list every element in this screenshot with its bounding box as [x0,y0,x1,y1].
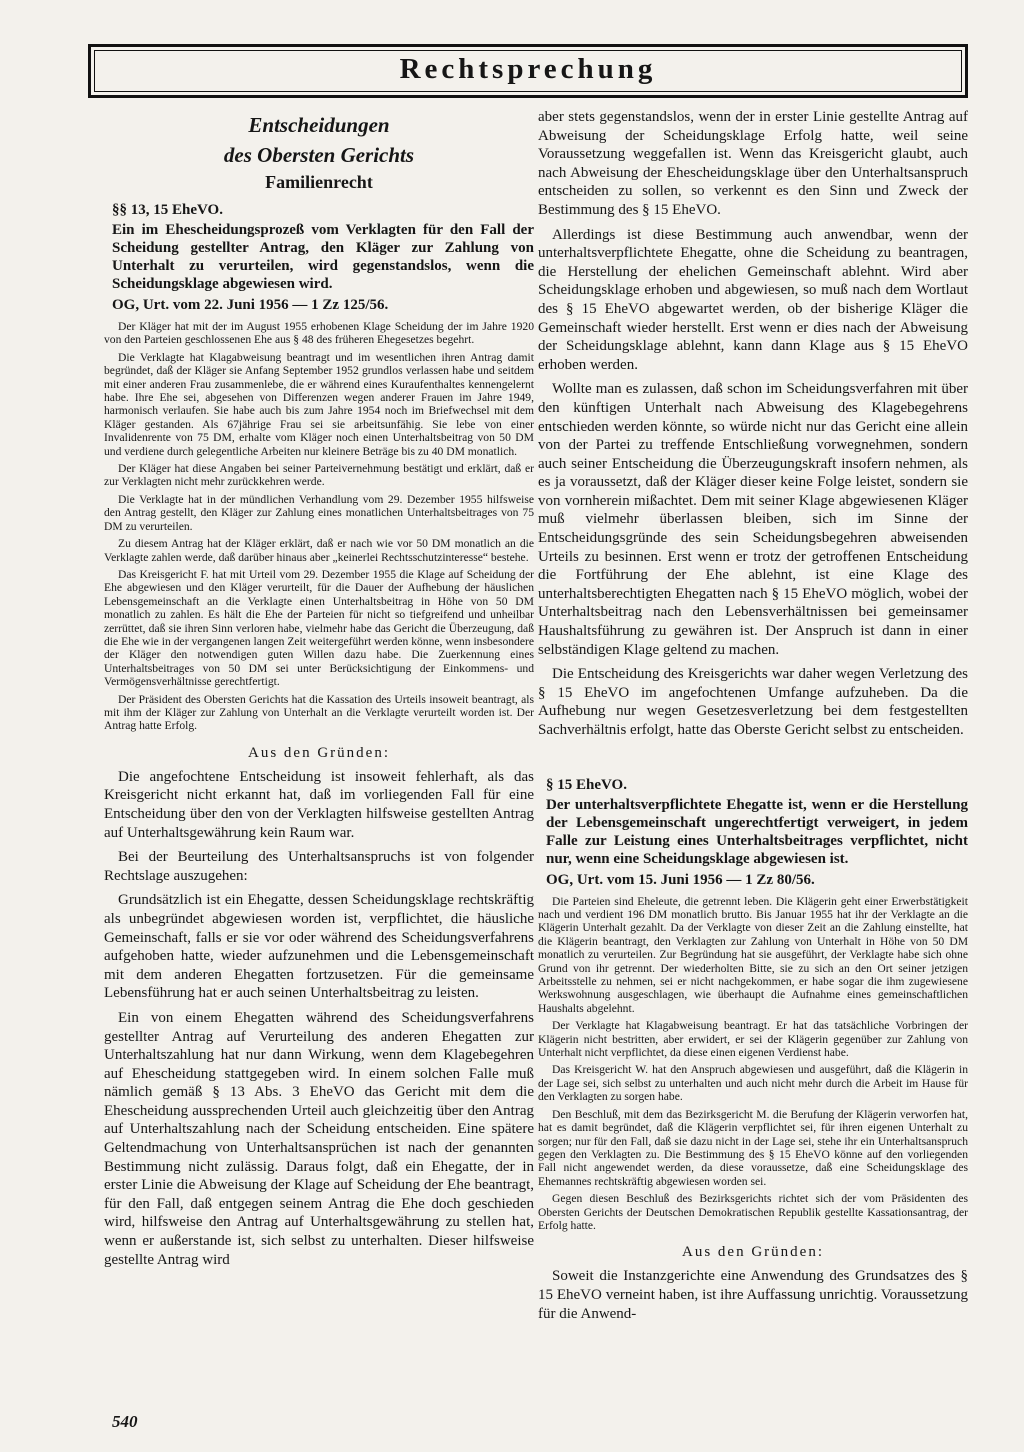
case2-fact-paragraph: Den Beschluß, mit dem das Bezirksgericht M. die Berufung der Klägerin verworfen hat, hat es damit begründet, daß die Klägerin verpflichtet sei, für ihren eigenen Unterhalt zu sorgen; nur für den Fall, daß sie dazu nicht in der Lage sei, stehe ihr ein Unterhaltsanspruch gegen den Verklagten zu. Die Bestimmung des § 15 EheVO könne auf den vorliegenden Fall nicht angewendet werden, da diese voraussetze, daß eine Scheidungsklage des Ehemannes rechtskräftig abgewiesen worden sei. [538,1107,968,1188]
case1-reason-paragraph: aber stets gegenstandslos, wenn der in erster Linie gestellte Antrag auf Abweisung der Scheidungsklage Erfolg hatte, weil seine Voraussetzung weggefallen ist. Wenn das Kreisgericht glaubt, auch nach Abweisung der Ehescheidungsklage über den Unterhaltsanspruch entscheiden zu sollen, so verkennt es den Sinn und Zweck der Bestimmung des § 15 EheVO. [538,109,968,218]
right-column [538,108,968,1393]
case1-reason-paragraph: Die angefochtene Entscheidung ist insoweit fehlerhaft, als das Kreisgericht nicht erkannt hat, daß im vorliegenden Fall für eine Entscheidung über den von der Verklagten hilfsweise gestellten Antrag auf Unterhaltsgewährung kein Raum war. [104,768,534,841]
page-number: 540 [112,1412,138,1431]
case2-fact-paragraph: Das Kreisgericht W. hat den Anspruch abgewiesen und ausgeführt, daß die Klägerin in der Lage sei, sich selbst zu unterhalten und auch nicht mehr durch die Arbeit im Hause für den Verklagten zu sorgen habe. [538,1063,968,1104]
header-box [88,44,968,98]
case2-citation: OG, Urt. vom 15. Juni 1956 — 1 Zz 80/56. [546,871,815,888]
case1-fact-paragraph: Zu diesem Antrag hat der Kläger erklärt, daß er nach wie vor 50 DM monatlich an die Verklagte zahlen werde, daß darüber hinaus aber „keinerlei Rechtsschutzinteresse“ bestehe. [104,537,534,564]
case2-reason-paragraph: Soweit die Instanzgerichte eine Anwendung des Grundsatzes des § 15 EheVO verneint haben, ist ihre Auffassung unrichtig. Voraussetzung für die Anwend- [538,1268,968,1322]
section-title-line2: des Obersten Gerichts [223,143,415,167]
case1-fact-paragraph: Das Kreisgericht F. hat mit Urteil vom 29. Dezember 1955 die Klage auf Scheidung der Ehe abgewiesen und den Kläger verurteilt, für die Dauer der Aufhebung der häuslichen Lebensgemeinschaft an die Verklagte einen Unterhaltsbeitrag in Höhe von 50 DM monatlich zu zahlen. Es hält die Ehe der Parteien für nicht so tiefgreifend und unheilbar zerrüttet, daß sie ihren Sinn verloren habe, vielmehr habe das Gericht die Überzeugung, daß die Ehe wie in der vergangenen langen Zeit weitergeführt werden könne, wenn insbesondere der Kläger den notwendigen guten Willen dazu habe. Die Zuerkennung eines Unterhaltsbeitrages von 50 DM sei unter Berücksichtigung der Einkommens- und Vermögensverhältnisse gerechtfertigt. [104,567,534,689]
case2-fact-paragraph: Die Parteien sind Eheleute, die getrennt leben. Die Klägerin geht einer Erwerbstätigkeit nach und verdient 196 DM monatlich brutto. Bis Januar 1955 hat ihr der Verklagte an die Klägerin Unterhalt gezahlt. Da der Verklagte von dieser Zeit an die Zahlung einstellte, hat die Klägerin beantragt, den Verklagten zur Zahlung von Unterhalt in Höhe von 50 DM monatlich zu verurteilen. Zur Begründung hat sie ausgeführt, der Verklagte habe sich ohne Grund von ihr getrennt. Der wiederholten Bitte, sie zu sich an den Ort seiner jetzigen Arbeitsstelle zu nehmen, sei er nicht nachgekommen, er habe sogar die ihm zugewiesene Werkswohnung ausgeschlagen, wie überhaupt die Aufnahme eines gemeinschaftlichen Haushalts abgelehnt. [538,894,968,1015]
section-gap [538,740,968,768]
case1-fact-paragraph: Der Präsident des Obersten Gerichts hat die Kassation des Urteils insoweit beantragt, als mit ihm der Kläger zur Zahlung von Unterhalt an die Verklagte verurteilt worden ist. Der Antrag hatte Erfolg. [104,692,534,733]
case2-fact-paragraph: Der Verklagte hat Klagabweisung beantragt. Er hat das tatsächliche Vorbringen der Klägerin nicht bestritten, aber erwidert, er sei der Klägerin gegenüber zur Zahlung von Unterhalt nicht verpflichtet, da diese einen eigenen Verdienst habe. [538,1019,968,1060]
case1-norm: §§ 13, 15 EheVO. [112,202,223,218]
case1-fact-paragraph: Die Verklagte hat in der mündlichen Verhandlung vom 29. Dezember 1955 hilfsweise den Antrag gestellt, den Kläger zur Zahlung eines monatlichen Unterhaltsbeitrages von 75 DM zu verurteilen. [104,492,534,533]
case1-headnote: Ein im Ehescheidungsprozeß vom Verklagten für den Fall der Scheidung gestellter Antrag, den Kläger zur Zahlung von Unterhalt zu verurteilen, wird gegenstandslos, wenn die Scheidungsklage abgewiesen wird. [112,222,534,292]
case1-reasons-heading: Aus den Gründen: [248,744,390,761]
left-column [104,108,534,1393]
case1-fact-paragraph: Der Kläger hat diese Angaben bei seiner Parteivernehmung bestätigt und erklärt, daß er zur Verklagten nicht mehr zurückkehren werde. [104,462,534,489]
case2-fact-paragraph: Gegen diesen Beschluß des Bezirksgerichts richtet sich der vom Präsidenten des Obersten Gerichts der Deutschen Demokratischen Republik gestellte Kassationsantrag, der Erfolg hatte. [538,1192,968,1232]
page-title: Rechtsprechung [399,53,657,85]
section-subtitle: Familienrecht [265,172,373,192]
case1-reason-paragraph: Die Entscheidung des Kreisgerichts war daher wegen Verletzung des § 15 EheVO im angefochtenen Umfange aufzuheben. Da die Aufhebung nur wegen Gesetzesverletzung bei dem festgestellten Sachverhältnis erfolgt, hatte das Oberste Gericht selbst zu entscheiden. [538,666,968,738]
case1-reason-paragraph: Grundsätzlich ist ein Ehegatte, dessen Scheidungsklage rechtskräftig als unbegründet abgewiesen worden ist, verpflichtet, die häusliche Gemeinschaft, falls er sie vor oder während des Scheidungsverfahrens aufgehoben hatte, wieder aufzunehmen und die Lebensgemeinschaft mit dem anderen Ehegatten fortzusetzen. Für die gemeinsame Lebensführung hat er auch seinen Unterhaltsbeitrag zu leisten. [104,892,534,1002]
case1-fact-paragraph: Die Verklagte hat Klagabweisung beantragt und im wesentlichen ihren Antrag damit begründet, daß der Kläger sie Anfang September 1952 grundlos verlassen habe und seitdem mit einer anderen Frau zusammenlebe, die er während eines Kuraufenthaltes kennengelernt habe. Ihre Ehe sei, abgesehen von Differenzen wegen anderer Frauen im Jahre 1949, harmonisch verlaufen. Sie habe auch bis zum Jahre 1954 noch im Briefwechsel mit dem Kläger gestanden. Als 67jährige Frau sei sie arbeitsunfähig. Sie lebe von einer Invalidenrente von 75 DM, erhalte vom Kläger noch einen Unterhaltsbeitrag von 50 DM und verdiene durch gelegentliche Arbeiten nur kleinere Beträge bis zu 40 DM monatlich. [104,350,534,458]
section-title-line1: Entscheidungen [248,113,390,137]
case2-norm: § 15 EheVO. [546,776,627,793]
case1-citation: OG, Urt. vom 22. Juni 1956 — 1 Zz 125/56. [112,297,389,313]
case1-reason-paragraph: Wollte man es zulassen, daß schon im Scheidungsverfahren mit über den künftigen Unterhalt nach Abweisung des Klagebegehrens entschieden werden könnte, so würde nicht nur das Gericht eine allein von der Partei zu treffende Entschließung vorwegnehmen, sondern auch seiner Entscheidung die Überzeugungskraft insofern nehmen, als es ja voraussetzt, daß der Kläger dieser keine Folge leistet, sondern sie von vornherein mißachtet. Dem mit seiner Klage abgewiesenen Kläger muß vielmehr überlassen bleiben, sich im Sinne der Entscheidungsgründe des sein Scheidungsbegehren abweisenden Urteils zu besinnen. Erst wenn er trotz der getroffenen Entscheidung die Fortführung der Ehe ablehnt, ist eine Klage des unterhaltsberechtigten Ehegatten nach § 15 EheVO möglich, wobei der Unterhaltsbeitrag nach den Lebensverhältnissen bei gemeinsamer Haushaltsführung zu gewähren ist. Der Anspruch ist dann in einer selbständigen Klage geltend zu machen. [538,381,968,658]
case2-headnote: Der unterhaltsverpflichtete Ehegatte ist, wenn er die Herstellung der Lebensgemeinschaft ungerechtfertigt verweigert, in jedem Falle zur Leistung eines Unterhaltsbeitrages verpflichtet, nicht nur, wenn eine Scheidungsklage abgewiesen ist. [546,796,968,867]
case2-reasons-heading: Aus den Gründen: [682,1244,824,1261]
case1-reason-paragraph: Bei der Beurteilung des Unterhaltsanspruchs ist von folgender Rechtslage auszugehen: [104,849,534,884]
case1-reason-paragraph: Allerdings ist diese Bestimmung auch anwendbar, wenn der unterhaltsverpflichtete Ehegatte, ohne die Scheidung zu beantragen, die Herstellung der ehelichen Gemeinschaft ablehnt. Wird aber Scheidungsklage erhoben und abgewiesen, so muß nach dem Wortlaut des § 15 EheVO abgewartet werden, ob der bisherige Kläger die Gemeinschaft wieder herstellt. Erst wenn er dies nach der Abweisung der Scheidungsklage ablehnt, kann dann Klage aus § 15 EheVO erhoben werden. [538,226,968,373]
case1-reason-paragraph: Ein von einem Ehegatten während des Scheidungsverfahrens gestellter Antrag auf Verurteilung des anderen Ehegatten zur Unterhaltszahlung hat nur dann Wirkung, wenn dem Klagebegehren auf Ehescheidung stattgegeben wird. In einem solchen Falle muß nämlich gemäß § 13 Abs. 3 EheVO das Gericht mit dem die Ehescheidung aussprechenden Urteil auch gleichzeitig über den Antrag auf Unterhaltszahlung nach der Scheidung entscheiden. Eine spätere Geltendmachung von Unterhaltsansprüchen ist nach der genannten Bestimmung nicht zulässig. Daraus folgt, daß ein Ehegatte, der in erster Linie die Abweisung der Klage auf Scheidung der Ehe beantragt, für den Fall, daß entgegen seinem Antrag die Ehe doch geschieden wird, hilfsweise den Antrag auf Unterhaltsgewährung zu stellen hat, wenn er außerstande ist, sich selbst zu unterhalten. Dieser hilfsweise gestellte Antrag wird [104,1009,534,1268]
case1-fact-paragraph: Der Kläger hat mit der im August 1955 erhobenen Klage Scheidung der im Jahre 1920 von den Parteien geschlossenen Ehe aus § 48 des früheren Ehegesetzes begehrt. [104,320,534,347]
